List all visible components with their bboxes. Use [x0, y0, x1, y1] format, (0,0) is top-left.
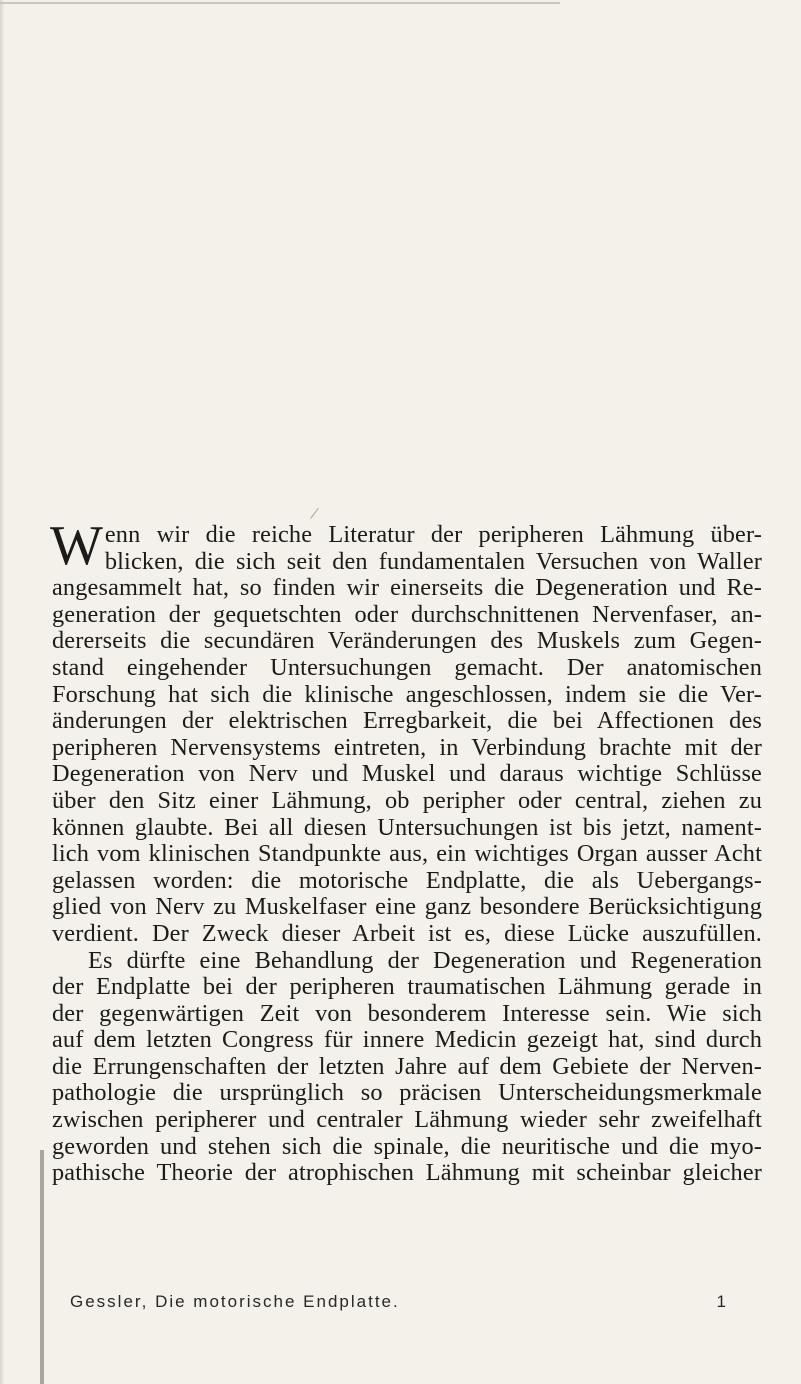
pencil-mark: /: [309, 502, 321, 524]
text-line: blicken, die sich seit den fundamentalen Versuchen von Waller: [104, 547, 762, 575]
paragraph-2: [52, 948, 762, 1187]
text-line: über den Sitz einer Lähmung, ob peripher oder central, ziehen zu: [52, 786, 762, 814]
text-line: enn wir die reiche Literatur der peripheren Lähmung über-: [104, 521, 762, 548]
text-line: Es dürfte eine Behandlung der Degeneration und Regeneration: [88, 946, 762, 974]
page-left-edge: [0, 0, 4, 1384]
paragraph-1: [50, 515, 762, 948]
text-line: die Errungenschaften der letzten Jahre auf dem Gebiete der Nerven-: [52, 1052, 762, 1080]
text-line: peripheren Nervensystems eintreten, in Verbindung brachte mit der: [52, 733, 762, 761]
text-line: geworden und stehen sich die spinale, die neuritische und die myo-: [52, 1132, 762, 1160]
text-line: Forschung hat sich die klinische angeschlossen, indem sie die Ver-: [52, 680, 762, 708]
page-footer: [70, 1292, 726, 1312]
text-line: stand eingehender Untersuchungen gemacht. Der anatomischen: [52, 653, 762, 681]
text-line: lich vom klinischen Standpunkte aus, ein wichtiges Organ ausser Acht: [52, 840, 762, 868]
text-line: generation der gequetschten oder durchschnittenen Nervenfaser, an-: [52, 600, 762, 628]
text-line: Degeneration von Nerv und Muskel und daraus wichtige Schlüsse: [52, 760, 762, 788]
text-line: änderungen der elektrischen Erregbarkeit, die bei Affectionen des: [52, 707, 762, 735]
text-line: dererseits die secundären Veränderungen des Muskels zum Gegen-: [52, 627, 762, 655]
text-line: der gegenwärtigen Zeit von besonderem Interesse sein. Wie sich: [52, 999, 762, 1027]
page-number: 1: [716, 1292, 726, 1311]
drop-initial: W: [50, 515, 103, 577]
text-line: angesammelt hat, so finden wir einerseits die Degeneration und Re-: [52, 574, 762, 602]
text-line: der Endplatte bei der peripheren traumatischen Lähmung gerade in: [52, 973, 762, 1001]
text-line: können glaubte. Bei all diesen Untersuchungen ist bis jetzt, nament-: [52, 813, 762, 841]
binding-line: [40, 1150, 44, 1384]
text-line: pathologie die ursprünglich so präcisen Unterscheidungsmerkmale: [52, 1079, 762, 1107]
text-line: auf dem letzten Congress für innere Medicin gezeigt hat, sind durch: [52, 1026, 762, 1054]
page-body: [50, 515, 762, 1187]
text-line: pathische Theorie der atrophischen Lähmung mit scheinbar gleicher: [52, 1159, 762, 1187]
top-rule: [0, 2, 560, 4]
text-line: verdient. Der Zweck dieser Arbeit ist es, diese Lücke auszufüllen.: [52, 919, 762, 947]
text-line: zwischen peripherer und centraler Lähmung wieder sehr zweifelhaft: [52, 1106, 762, 1134]
text-line: glied von Nerv zu Muskelfaser eine ganz besondere Berücksichtigung: [52, 893, 762, 921]
text-line: gelassen worden: die motorische Endplatte, die als Uebergangs-: [52, 866, 762, 894]
footer-signature: Gessler, Die motorische Endplatte.: [70, 1292, 400, 1311]
